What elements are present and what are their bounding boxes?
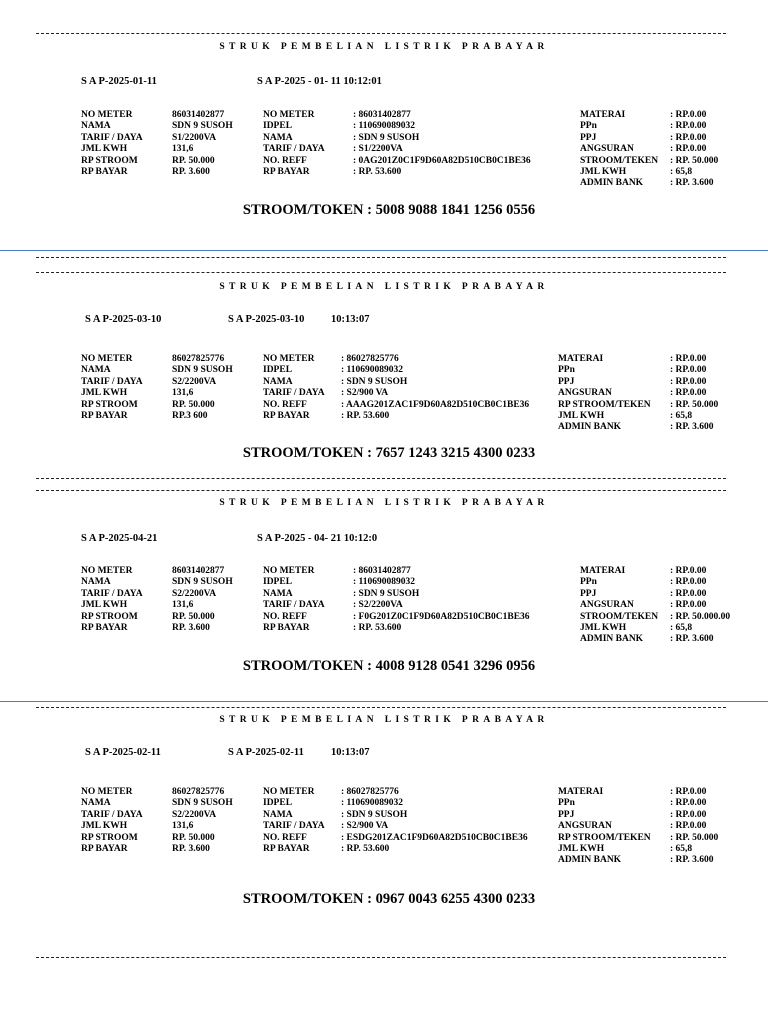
dashed-divider — [36, 478, 726, 479]
label: NAMA — [81, 577, 111, 588]
label: NO METER — [81, 787, 133, 797]
value: S2/2200VA — [172, 376, 217, 387]
label: PPJ — [558, 809, 575, 820]
label: IDPEL — [263, 798, 293, 809]
receipt-datetime: S A P-2025 - 01- 11 10:12:01 — [257, 76, 382, 87]
value: : 65,8 — [670, 166, 693, 177]
label: NO METER — [263, 787, 315, 797]
receipt-datetime: S A P-2025-03-10 — [228, 314, 305, 325]
label: NO. REFF — [263, 832, 307, 843]
receipt-title: STRUK PEMBELIAN LISTRIK PRABAYAR — [219, 715, 549, 725]
label: NO METER — [81, 354, 133, 364]
right-labels — [580, 566, 658, 646]
label: RP BAYAR — [263, 622, 310, 633]
value: 131,6 — [172, 821, 194, 832]
value: : SDN 9 SUSOH — [341, 376, 408, 387]
label: ADMIN BANK — [558, 855, 622, 866]
mid-labels — [263, 110, 325, 178]
value: : RP. 53.600 — [353, 166, 402, 177]
page-break-line — [0, 701, 768, 702]
value: : 86027825776 — [341, 354, 399, 364]
value: RP. 50.000 — [172, 155, 215, 166]
right-values — [670, 566, 730, 646]
value: : RP.0.00 — [670, 354, 707, 364]
left-values — [172, 354, 233, 422]
value: : RP.0.00 — [670, 577, 707, 588]
label: MATERAI — [580, 110, 626, 120]
label: JML KWH — [558, 410, 605, 421]
label: NO. REFF — [263, 399, 307, 410]
label: TARIF / DAYA — [263, 144, 325, 155]
receipt-id: S A P-2025-03-10 — [85, 314, 162, 325]
dashed-divider — [36, 490, 726, 491]
label: IDPEL — [263, 577, 293, 588]
label: RP BAYAR — [81, 166, 128, 177]
value: 86027825776 — [172, 787, 225, 797]
label: JML KWH — [558, 843, 605, 854]
label: ADMIN BANK — [580, 634, 644, 645]
receipt-title: STRUK PEMBELIAN LISTRIK PRABAYAR — [219, 282, 549, 292]
value: 86027825776 — [172, 354, 225, 364]
label: JML KWH — [81, 600, 128, 611]
left-values — [172, 566, 233, 634]
receipt-time: 10:13:07 — [331, 747, 370, 758]
label: TARIF / DAYA — [81, 588, 143, 599]
token-number: STROOM/TOKEN : 4008 9128 0541 3296 0956 — [242, 658, 536, 674]
label: NAMA — [263, 376, 293, 387]
mid-labels — [263, 787, 325, 855]
value: : RP.0.00 — [670, 376, 707, 387]
label: RP STROOM — [81, 832, 138, 843]
label: NAMA — [263, 132, 293, 143]
receipt-title: STRUK PEMBELIAN LISTRIK PRABAYAR — [219, 498, 549, 508]
value: 131,6 — [172, 144, 194, 155]
right-values — [670, 787, 718, 867]
value: 86031402877 — [172, 566, 225, 576]
value: : SDN 9 SUSOH — [353, 132, 420, 143]
value: : ESDG201ZAC1F9D60A82D510CB0C1BE36 — [341, 832, 528, 843]
value: : RP.0.00 — [670, 110, 707, 120]
value: : 0AG201Z0C1F9D60A82D510CB0C1BE36 — [353, 155, 531, 166]
label: MATERAI — [558, 787, 604, 797]
value: RP. 50.000 — [172, 399, 215, 410]
label: ADMIN BANK — [580, 178, 644, 189]
label: NAMA — [263, 809, 293, 820]
mid-values — [341, 354, 529, 422]
label: ANGSURAN — [580, 600, 634, 611]
label: JML KWH — [81, 388, 128, 399]
label: RP BAYAR — [81, 843, 128, 854]
right-labels — [558, 354, 651, 434]
dashed-divider — [36, 257, 726, 258]
mid-labels — [263, 566, 325, 634]
label: RP BAYAR — [263, 843, 310, 854]
value: S2/2200VA — [172, 809, 217, 820]
value: : RP.0.00 — [670, 365, 707, 376]
label: TARIF / DAYA — [263, 388, 325, 399]
value: 86031402877 — [172, 110, 225, 120]
value: : RP. 53.600 — [353, 622, 402, 633]
right-labels — [580, 110, 658, 190]
value: RP. 3.600 — [172, 166, 210, 177]
receipt-id: S A P-2025-01-11 — [81, 76, 157, 87]
value: SDN 9 SUSOH — [172, 577, 233, 588]
dashed-divider — [36, 707, 726, 708]
value: : RP.0.00 — [670, 809, 707, 820]
value: : 86031402877 — [353, 110, 411, 120]
value: : 110690089032 — [353, 121, 416, 132]
value: 131,6 — [172, 600, 194, 611]
value: : RP. 3.600 — [670, 422, 714, 433]
label: PPJ — [580, 132, 597, 143]
label: JML KWH — [81, 821, 128, 832]
label: ANGSURAN — [558, 388, 612, 399]
label: TARIF / DAYA — [81, 376, 143, 387]
label: NO METER — [263, 110, 315, 120]
value: : RP.0.00 — [670, 821, 707, 832]
value: : RP. 3.600 — [670, 178, 714, 189]
value: RP. 3.600 — [172, 843, 210, 854]
value: : RP. 53.600 — [341, 410, 390, 421]
label: PPn — [580, 577, 597, 588]
label: RP BAYAR — [81, 622, 128, 633]
value: : RP.0.00 — [670, 388, 707, 399]
value: S2/2200VA — [172, 588, 217, 599]
label: TARIF / DAYA — [263, 821, 325, 832]
value: : RP. 50.000 — [670, 832, 719, 843]
value: : RP. 50.000 — [670, 155, 719, 166]
label: IDPEL — [263, 365, 293, 376]
value: 131,6 — [172, 388, 194, 399]
label: JML KWH — [81, 144, 128, 155]
value: : 65,8 — [670, 622, 693, 633]
mid-values — [353, 110, 531, 178]
value: : RP. 53.600 — [341, 843, 390, 854]
value: SDN 9 SUSOH — [172, 121, 233, 132]
label: NO METER — [263, 566, 315, 576]
value: RP. 50.000 — [172, 611, 215, 622]
label: PPn — [580, 121, 597, 132]
value: : 65,8 — [670, 410, 693, 421]
value: : RP.0.00 — [670, 787, 707, 797]
token-number: STROOM/TOKEN : 7657 1243 3215 4300 0233 — [242, 445, 536, 461]
value: : 65,8 — [670, 843, 693, 854]
dashed-divider — [36, 33, 726, 34]
value: : S2/2200VA — [353, 600, 403, 611]
label: RP STROOM — [81, 399, 138, 410]
value: : RP. 3.600 — [670, 855, 714, 866]
value: : 110690089032 — [341, 365, 404, 376]
value: RP. 50.000 — [172, 832, 215, 843]
value: : SDN 9 SUSOH — [341, 809, 408, 820]
label: PPn — [558, 365, 575, 376]
right-labels — [558, 787, 651, 867]
right-values — [670, 110, 718, 190]
label: TARIF / DAYA — [263, 600, 325, 611]
value: : RP.0.00 — [670, 588, 707, 599]
label: RP BAYAR — [81, 410, 128, 421]
value: : 110690089032 — [341, 798, 404, 809]
value: : RP. 50.000 — [670, 399, 719, 410]
label: STROOM/TEKEN — [580, 611, 659, 622]
label: ANGSURAN — [580, 144, 634, 155]
label: NAMA — [81, 798, 111, 809]
value: : SDN 9 SUSOH — [353, 588, 420, 599]
value: : RP.0.00 — [670, 144, 707, 155]
value: : RP.0.00 — [670, 798, 707, 809]
label: MATERAI — [580, 566, 626, 576]
value: RP. 3.600 — [172, 622, 210, 633]
token-number: STROOM/TOKEN : 0967 0043 6255 4300 0233 — [242, 891, 536, 907]
value: : 86031402877 — [353, 566, 411, 576]
receipt-datetime: S A P-2025-02-11 — [228, 747, 304, 758]
value: : 86027825776 — [341, 787, 399, 797]
receipt-time: 10:13:07 — [331, 314, 370, 325]
mid-values — [341, 787, 528, 855]
label: PPJ — [558, 376, 575, 387]
left-values — [172, 787, 233, 855]
receipt-title: STRUK PEMBELIAN LISTRIK PRABAYAR — [219, 42, 549, 52]
value: RP.3 600 — [172, 410, 208, 421]
label: NAMA — [81, 121, 111, 132]
value: : RP.0.00 — [670, 121, 707, 132]
receipt-id: S A P-2025-02-11 — [85, 747, 161, 758]
label: NO. REFF — [263, 611, 307, 622]
label: JML KWH — [580, 622, 627, 633]
mid-values — [353, 566, 530, 634]
label: RP STROOM — [81, 155, 138, 166]
value: : RP. 3.600 — [670, 634, 714, 645]
label: PPJ — [580, 588, 597, 599]
label: JML KWH — [580, 166, 627, 177]
label: PPn — [558, 798, 575, 809]
value: : RP.0.00 — [670, 566, 707, 576]
right-values — [670, 354, 718, 434]
value: : RP.0.00 — [670, 600, 707, 611]
value: : RP. 50.000.00 — [670, 611, 731, 622]
label: MATERAI — [558, 354, 604, 364]
value: : S2/900 VA — [341, 821, 389, 832]
value: : 110690089032 — [353, 577, 416, 588]
label: IDPEL — [263, 121, 293, 132]
label: NO METER — [81, 110, 133, 120]
page-break-line — [0, 250, 768, 251]
value: S1/2200VA — [172, 132, 217, 143]
left-labels — [81, 787, 143, 855]
left-values — [172, 110, 233, 178]
label: TARIF / DAYA — [81, 132, 143, 143]
dashed-divider — [36, 957, 726, 958]
label: RP BAYAR — [263, 166, 310, 177]
value: : F0G201Z0C1F9D60A82D510CB0C1BE36 — [353, 611, 530, 622]
label: NAMA — [263, 588, 293, 599]
dashed-divider — [36, 272, 726, 273]
label: RP STROOM/TEKEN — [558, 832, 651, 843]
left-labels — [81, 354, 143, 422]
mid-labels — [263, 354, 325, 422]
value: SDN 9 SUSOH — [172, 798, 233, 809]
value: : RP.0.00 — [670, 132, 707, 143]
label: NO. REFF — [263, 155, 307, 166]
label: RP STROOM/TEKEN — [558, 399, 651, 410]
label: TARIF / DAYA — [81, 809, 143, 820]
label: RP STROOM — [81, 611, 138, 622]
label: STROOM/TEKEN — [580, 155, 659, 166]
value: : AAAG201ZAC1F9D60A82D510CB0C1BE36 — [341, 399, 530, 410]
label: RP BAYAR — [263, 410, 310, 421]
receipt-id: S A P-2025-04-21 — [81, 533, 158, 544]
label: NO METER — [81, 566, 133, 576]
value: SDN 9 SUSOH — [172, 365, 233, 376]
label: NAMA — [81, 365, 111, 376]
label: NO METER — [263, 354, 315, 364]
left-labels — [81, 110, 143, 178]
value: : S1/2200VA — [353, 144, 403, 155]
token-number: STROOM/TOKEN : 5008 9088 1841 1256 0556 — [242, 202, 536, 218]
value: : S2/900 VA — [341, 388, 389, 399]
label: ADMIN BANK — [558, 422, 622, 433]
left-labels — [81, 566, 143, 634]
label: ANGSURAN — [558, 821, 612, 832]
receipt-datetime: S A P-2025 - 04- 21 10:12:0 — [257, 533, 378, 544]
